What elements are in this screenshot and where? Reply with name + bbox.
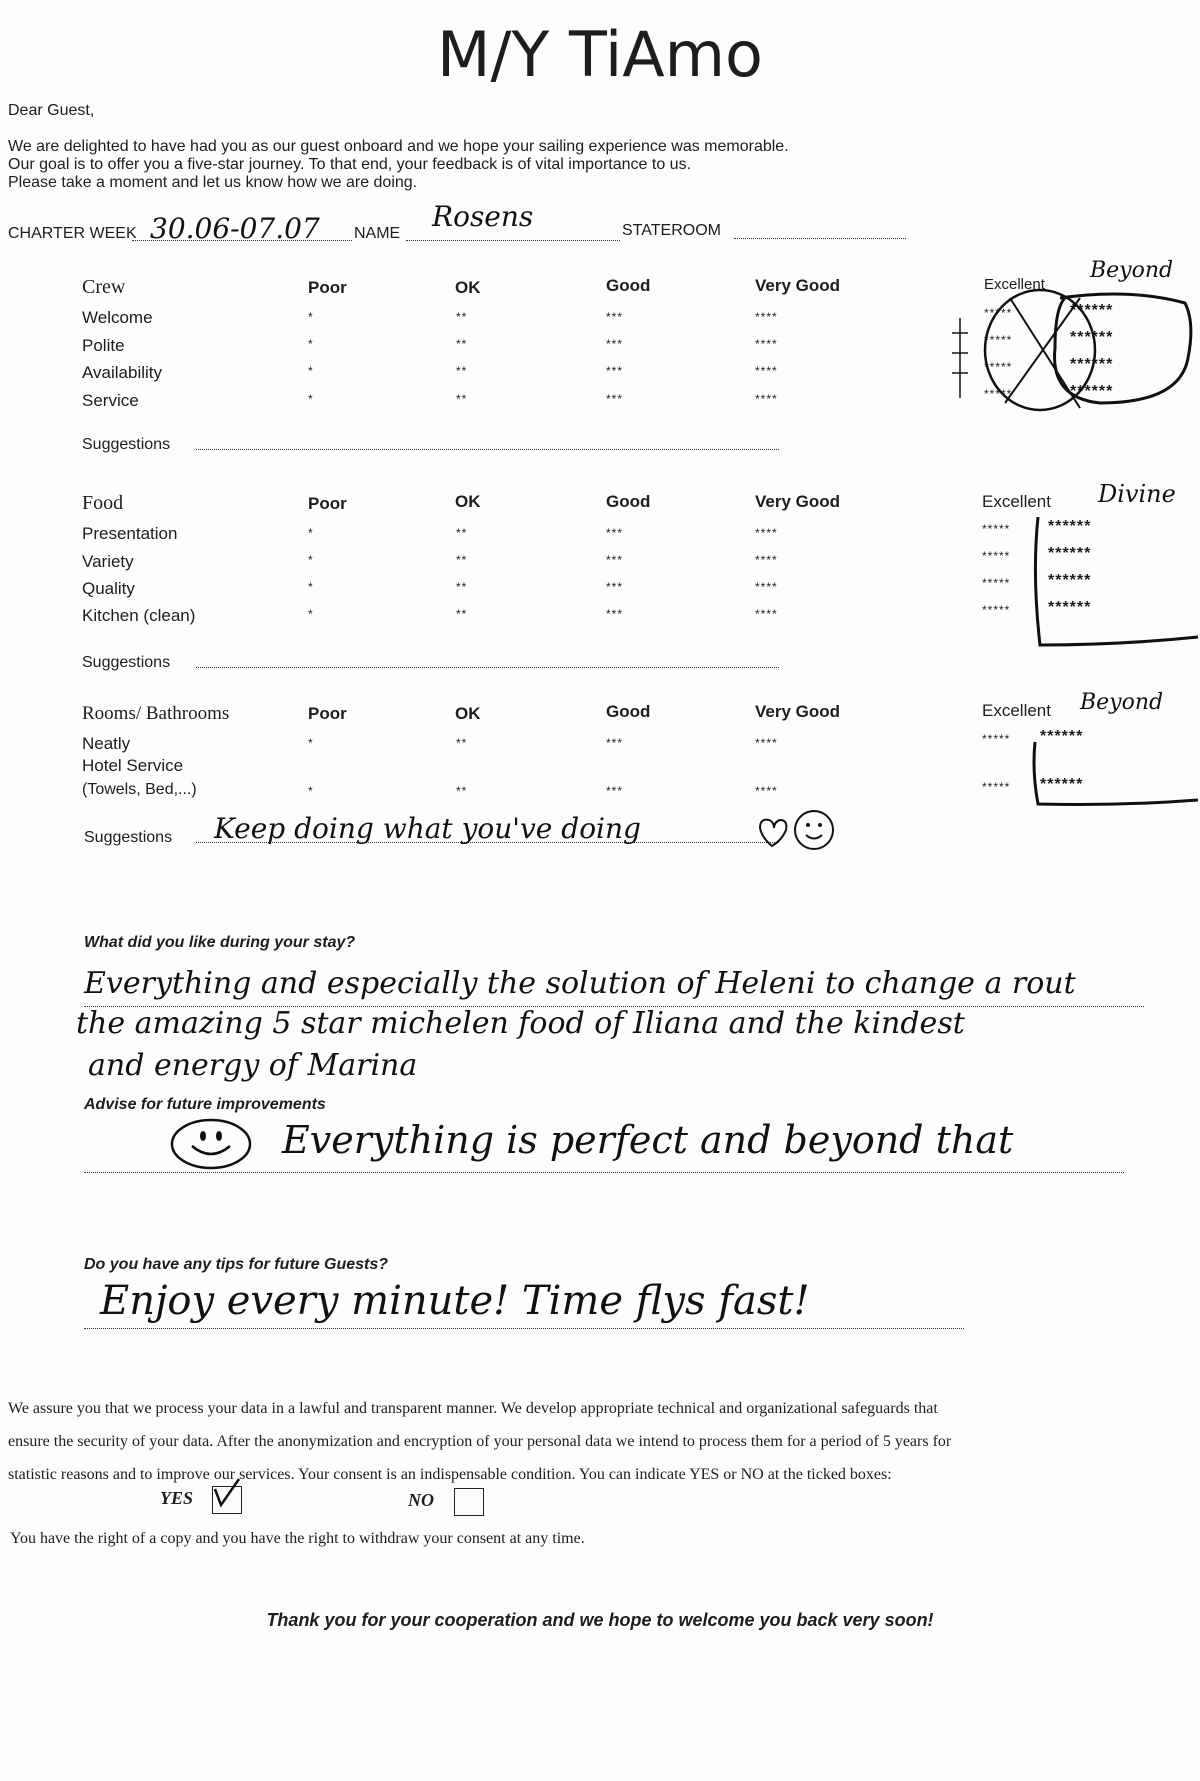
stateroom-line (734, 238, 906, 239)
rooms-header-poor: Poor (308, 704, 347, 723)
star-2[interactable]: ** (456, 784, 468, 798)
rooms-header-very-good: Very Good (755, 702, 841, 721)
rooms-header-good: Good (606, 702, 651, 721)
food-header-very-good: Very Good (755, 492, 841, 511)
divine-stars[interactable]: ****** (1048, 599, 1092, 616)
smiley-doodle (168, 1116, 254, 1172)
star-1[interactable]: * (308, 310, 314, 324)
check-icon (209, 1475, 243, 1509)
divine-stars[interactable]: ****** (1048, 572, 1092, 589)
star-3[interactable]: *** (606, 736, 624, 750)
star-4[interactable]: **** (755, 736, 778, 750)
star-1[interactable]: * (308, 392, 314, 406)
crew-suggestions-label: Suggestions (82, 436, 171, 453)
star-3[interactable]: *** (606, 526, 624, 540)
liked-answer-line-1[interactable]: Everything and especially the solution of Heleni to change a rout (84, 966, 1076, 1001)
tips-answer[interactable]: Enjoy every minute! Time flys fast! (100, 1278, 810, 1324)
footer-thanks: Thank you for your cooperation and we hope to welcome you back very soon! (266, 1610, 934, 1630)
consent-rights: You have the right of a copy and you have the right to withdraw your consent at any time. (10, 1530, 585, 1547)
liked-answer-line-2[interactable]: the amazing 5 star michelen food of Iliana and the kindest (76, 1006, 965, 1041)
crew-handdrawn-marks (950, 278, 1200, 433)
food-header-excellent: Excellent (982, 492, 1051, 511)
star-5[interactable]: ***** (982, 780, 1011, 794)
star-5[interactable]: ***** (982, 522, 1011, 536)
rooms-row-hotel-service: Hotel Service (82, 756, 184, 775)
advise-line (84, 1172, 1124, 1173)
name-value[interactable]: Rosens (432, 200, 534, 233)
crew-header-good: Good (606, 276, 651, 295)
star-2[interactable]: ** (456, 736, 468, 750)
star-1[interactable]: * (308, 526, 314, 540)
greeting: Dear Guest, (8, 102, 95, 119)
intro-line-2: Our goal is to offer you a five-star journey. To that end, your feedback is of vital importance to us. (8, 156, 692, 173)
intro-line-1: We are delighted to have had you as our guest onboard and we hope your sailing experience was memorable. (8, 138, 789, 155)
food-suggestions-label: Suggestions (82, 654, 171, 671)
crew-extra-beyond: Beyond (1090, 258, 1174, 283)
page-title: M/Y TiAmo (437, 18, 763, 91)
food-header-ok: OK (455, 492, 481, 511)
beyond-stars[interactable]: ****** (1070, 302, 1114, 319)
star-3[interactable]: *** (606, 784, 624, 798)
rooms-title: Rooms/ Bathrooms (82, 703, 230, 724)
star-5[interactable]: ***** (982, 603, 1011, 617)
beyond-stars[interactable]: ****** (1040, 776, 1084, 793)
divine-stars[interactable]: ****** (1048, 545, 1092, 562)
star-1[interactable]: * (308, 337, 314, 351)
star-3[interactable]: *** (606, 392, 624, 406)
rooms-row-neatly: Neatly (82, 734, 131, 753)
intro-text (8, 138, 1108, 192)
advise-answer[interactable]: Everything is perfect and beyond that (282, 1118, 1014, 1162)
star-5[interactable]: ***** (982, 576, 1011, 590)
star-3[interactable]: *** (606, 337, 624, 351)
food-header-good: Good (606, 492, 651, 511)
liked-answer-line-3[interactable]: and energy of Marina (88, 1048, 418, 1083)
star-2[interactable]: ** (456, 364, 468, 378)
consent-text (8, 1392, 1198, 1491)
star-4[interactable]: **** (755, 553, 778, 567)
food-header-poor: Poor (308, 494, 347, 513)
star-4[interactable]: **** (755, 526, 778, 540)
yes-label: YES (160, 1488, 194, 1508)
crew-header-very-good: Very Good (755, 276, 841, 295)
rooms-suggestions-label: Suggestions (84, 829, 173, 846)
star-5[interactable]: ***** (984, 387, 1013, 401)
star-4[interactable]: **** (755, 310, 778, 324)
star-2[interactable]: ** (456, 337, 468, 351)
crew-row-availability: Availability (82, 363, 163, 382)
rooms-header-ok: OK (455, 704, 481, 723)
star-2[interactable]: ** (456, 553, 468, 567)
stateroom-label: STATEROOM (622, 222, 721, 239)
crew-title: Crew (82, 276, 126, 298)
crew-row-service: Service (82, 391, 139, 410)
star-5[interactable]: ***** (982, 732, 1011, 746)
star-4[interactable]: **** (755, 607, 778, 621)
tips-line (84, 1328, 964, 1329)
consent-line-1: We assure you that we process your data in a lawful and transparent manner. We develop appropriate technical and organizational safeguards that (8, 1400, 938, 1417)
crew-header-excellent: Excellent (984, 276, 1045, 293)
rooms-extra-beyond: Beyond (1080, 690, 1164, 715)
name-label: NAME (354, 225, 401, 242)
crew-header-ok: OK (455, 278, 481, 297)
star-1[interactable]: * (308, 736, 314, 750)
star-3[interactable]: *** (606, 364, 624, 378)
crew-suggestions-field[interactable] (196, 449, 779, 450)
star-3[interactable]: *** (606, 607, 624, 621)
crew-header-poor: Poor (308, 278, 347, 297)
beyond-stars[interactable]: ****** (1040, 728, 1084, 745)
charter-week-label: CHARTER WEEK (8, 225, 137, 242)
star-5[interactable]: ***** (984, 306, 1013, 320)
food-row-quality: Quality (82, 579, 135, 598)
food-title: Food (82, 492, 124, 514)
name-line (406, 240, 620, 241)
no-checkbox[interactable] (454, 1488, 484, 1516)
star-5[interactable]: ***** (982, 549, 1011, 563)
divine-stars[interactable]: ****** (1048, 518, 1092, 535)
star-1[interactable]: * (308, 784, 314, 798)
liked-question: What did you like during your stay? (84, 934, 356, 951)
rooms-row-towels: (Towels, Bed,...) (82, 781, 197, 798)
no-label: NO (408, 1490, 434, 1510)
food-row-presentation: Presentation (82, 524, 178, 543)
beyond-stars[interactable]: ****** (1070, 356, 1114, 373)
star-1[interactable]: * (308, 607, 314, 621)
food-handdrawn-bracket (1030, 505, 1200, 655)
consent-line-3: statistic reasons and to improve our services. Your consent is an indispensable condition. You can indicate YES or NO at the ticked boxes: (8, 1466, 892, 1483)
star-2[interactable]: ** (456, 580, 468, 594)
star-1[interactable]: * (308, 553, 314, 567)
star-4[interactable]: **** (755, 364, 778, 378)
star-1[interactable]: * (308, 580, 314, 594)
star-4[interactable]: **** (755, 392, 778, 406)
tips-question: Do you have any tips for future Guests? (84, 1256, 389, 1273)
star-2[interactable]: ** (456, 310, 468, 324)
consent-line-2: ensure the security of your data. After the anonymization and encryption of your personal data we intend to process them for a period of 5 years for (8, 1433, 952, 1450)
crew-row-welcome: Welcome (82, 308, 153, 327)
star-1[interactable]: * (308, 364, 314, 378)
star-2[interactable]: ** (456, 526, 468, 540)
rooms-header-excellent: Excellent (982, 701, 1051, 720)
star-4[interactable]: **** (755, 580, 778, 594)
food-suggestions-field[interactable] (196, 667, 779, 668)
crew-row-polite: Polite (82, 336, 125, 355)
star-2[interactable]: ** (456, 607, 468, 621)
food-row-kitchen: Kitchen (clean) (82, 606, 196, 625)
star-4[interactable]: **** (755, 784, 778, 798)
rooms-handdrawn-bracket (1030, 712, 1200, 812)
star-3[interactable]: *** (606, 553, 624, 567)
charter-week-value[interactable]: 30.06-07.07 (150, 212, 320, 245)
star-3[interactable]: *** (606, 310, 624, 324)
beyond-stars[interactable]: ****** (1070, 383, 1114, 400)
advise-question: Advise for future improvements (84, 1096, 326, 1113)
food-row-variety: Variety (82, 552, 134, 571)
beyond-stars[interactable]: ****** (1070, 329, 1114, 346)
star-4[interactable]: **** (755, 337, 778, 351)
star-3[interactable]: *** (606, 580, 624, 594)
intro-line-3: Please take a moment and let us know how we are doing. (8, 174, 418, 191)
rooms-suggestions-value[interactable]: Keep doing what you've doing (214, 812, 641, 845)
yes-checkbox[interactable] (212, 1486, 242, 1514)
heart-smiley-doodle (752, 808, 842, 854)
star-5[interactable]: ***** (984, 333, 1013, 347)
star-5[interactable]: ***** (984, 360, 1013, 374)
star-2[interactable]: ** (456, 392, 468, 406)
food-extra-divine: Divine (1098, 480, 1176, 508)
